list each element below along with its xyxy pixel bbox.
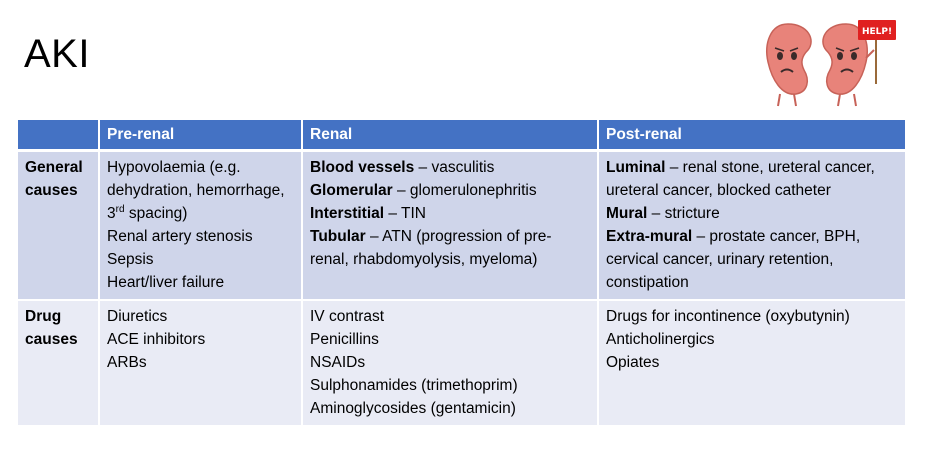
cell-general-postrenal: [598, 151, 905, 301]
cell-drug-renal: [302, 300, 598, 426]
cell-line: Sulphonamides (trimethoprim): [310, 377, 518, 394]
header-postrenal: Post-renal: [598, 120, 905, 151]
slide-title: AKI: [24, 32, 90, 76]
cell-line: Renal artery stenosis: [107, 228, 253, 245]
cell-line: ARBs: [107, 354, 147, 371]
cell-drug-postrenal: [598, 300, 905, 426]
cell-line: NSAIDs: [310, 354, 366, 371]
cell-line: Glomerular – glomerulonephritis: [310, 182, 537, 199]
aki-causes-table: [18, 120, 905, 427]
cell-line: ACE inhibitors: [107, 331, 206, 348]
cell-line: Luminal – renal stone, ureteral cancer, ureteral cancer, blocked catheter: [606, 159, 875, 199]
cell-line: Anticholinergics: [606, 331, 715, 348]
cell-line: Diuretics: [107, 308, 168, 325]
table-row-drug-causes: [18, 300, 905, 426]
sad-kidneys-illustration: [760, 14, 910, 110]
cell-line: Opiates: [606, 354, 660, 371]
help-sign-text: HELP!: [861, 27, 893, 37]
cell-line: Extra-mural – prostate cancer, BPH, cervical cancer, urinary retention, constipation: [606, 228, 861, 291]
cell-line: Aminoglycosides (gentamicin): [310, 400, 516, 417]
cell-general-prerenal: [99, 151, 302, 301]
header-renal: Renal: [302, 120, 598, 151]
left-kidney-icon: [767, 24, 811, 106]
cell-line: Heart/liver failure: [107, 274, 225, 291]
cell-line: Hypovolaemia (e.g. dehydration, hemorrhage, 3rd spacing): [107, 159, 285, 222]
cell-line: Penicillins: [310, 331, 379, 348]
cell-line: Mural – stricture: [606, 205, 720, 222]
cell-line: Blood vessels – vasculitis: [310, 159, 495, 176]
cell-general-renal: [302, 151, 598, 301]
cell-line: IV contrast: [310, 308, 385, 325]
cell-line: Drugs for incontinence (oxybutynin): [606, 308, 850, 325]
table-header-row: [18, 120, 905, 151]
table-row-general-causes: [18, 151, 905, 301]
cell-line: Tubular – ATN (progression of pre-renal, rhabdomyolysis, myeloma): [310, 228, 552, 268]
cell-line: Interstitial – TIN: [310, 205, 426, 222]
cell-drug-prerenal: [99, 300, 302, 426]
header-empty: [18, 120, 99, 151]
row-label-general-causes: General causes: [18, 151, 99, 301]
row-label-drug-causes: Drug causes: [18, 300, 99, 426]
header-prerenal: Pre-renal: [99, 120, 302, 151]
cell-line: Sepsis: [107, 251, 154, 268]
